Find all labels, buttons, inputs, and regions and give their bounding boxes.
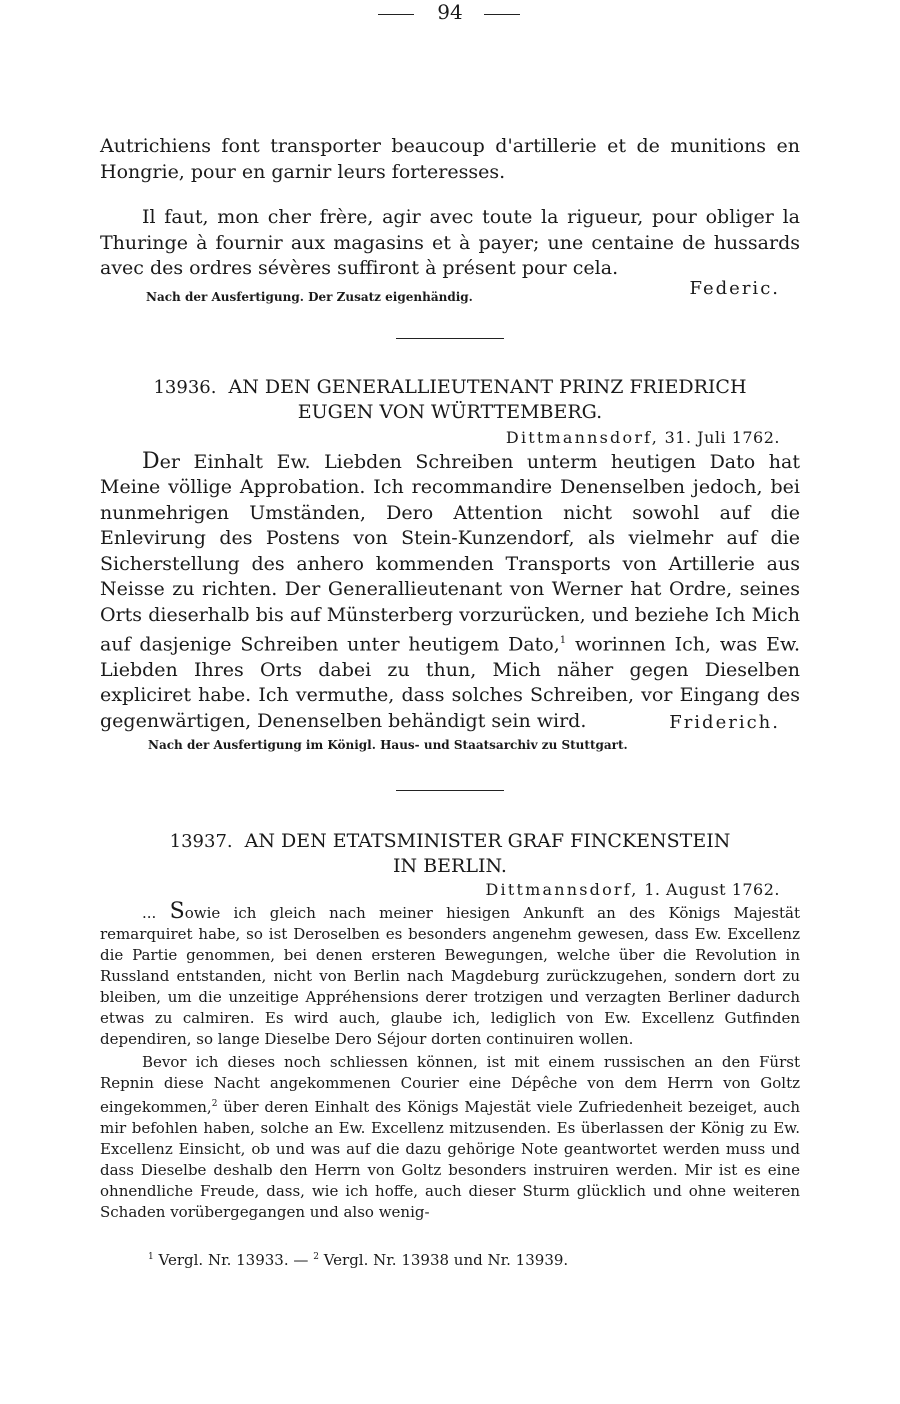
place: Dittmannsdorf,: [505, 427, 660, 447]
letter-title-cont: EUGEN VON WÜRTTEMBERG.: [297, 400, 603, 423]
letter-body: [100, 901, 800, 1050]
letter-number: 13937.: [169, 831, 233, 853]
letter-text: owie ich gleich nach meiner hiesigen Ankunft an des Königs Majestät remarquiret habe, so ist Deroselben es besonders angenehm gewesen, dass Ew. Excellenz die Partie genommen, bei denen ersteren Bewegungen, welche über die Revolution in Russland entstanden, nicht von Berlin nach Magdeburg zurückzugehen, sondern dort zu bleiben, um die unzeitige Appréhensions derer trotzigen und verzagten Berliner dadurch etwas zu calmiren. Es wird auch, glaube ich, lediglich von Ew. Excellenz Gutfinden dependiren, so lange Dieselbe Dero Séjour dorten continuiren wollen.: [100, 904, 800, 1049]
place: Dittmannsdorf,: [485, 880, 639, 900]
source-note: Nach der Ausfertigung im Königl. Haus- und Staatsarchiv zu Stuttgart.: [148, 738, 628, 753]
letter-title-cont: IN BERLIN.: [393, 855, 507, 878]
continuation-footer: [100, 277, 800, 312]
footnote-mark: 1: [148, 1252, 154, 1263]
dropcap: D: [142, 448, 160, 474]
letter-body-2: [100, 1052, 800, 1223]
page-header: [0, 0, 900, 30]
footnotes: [100, 1251, 800, 1269]
signature: Friderich.: [669, 712, 780, 734]
page-number: 94: [437, 0, 463, 24]
letter-title: AN DEN ETATSMINISTER GRAF FINCKENSTEIN: [244, 830, 731, 853]
footnote-mark: 2: [313, 1252, 319, 1263]
source-note: Nach der Ausfertigung. Der Zusatz eigenhändig.: [146, 289, 473, 304]
header-rule-right: [484, 14, 520, 15]
dateline: [100, 428, 800, 447]
page-content: [100, 134, 800, 1269]
letter-text-cont: über deren Einhalt des Königs Majestät viele Zufriedenheit bezeiget, auch mir befohlen haben, solche an Ew. Excellenz mitzusenden. Es überlassen der König zu Ew. Excellenz Einsicht, ob und was auf die dazu gehörige Note geantwortet werden muss und dass Dieselbe deshalb den Herrn von Goltz besonders instruiren werden. Mir ist es eine ohnendliche Freude, dass, wie ich hoffe, auch dieser Sturm glücklich und ohne weiteren Schaden vorübergegangen und also wenig-: [100, 1098, 800, 1222]
signature: Federic.: [689, 277, 780, 299]
letter-body: [100, 449, 800, 735]
letter-number: 13936.: [153, 376, 217, 398]
date: 31. Juli 1762.: [664, 427, 780, 447]
footnote-1: Vergl. Nr. 13933. —: [158, 1251, 309, 1270]
letter-title: AN DEN GENERALLIEUTENANT PRINZ FRIEDRICH: [228, 375, 747, 398]
letter-text: Bevor ich dieses noch schliessen können, ist mit einem russischen an den Fürst Repnin diese Nacht angekommenen Courier eine Dépêche von dem Herrn von Goltz eingekommen,: [100, 1053, 800, 1117]
continuation-paragraph-2: Il faut, mon cher frère, agir avec toute la rigueur, pour obliger la Thuringe à fournir aux magasins et à payer; une centaine de hussards avec des ordres sévères suffiront à présent pour cela.: [100, 206, 800, 279]
footnote-mark: 2: [211, 1099, 218, 1110]
letter-heading: [100, 375, 800, 424]
ellipsis: ...: [142, 904, 170, 923]
letter-text: er Einhalt Ew. Liebden Schreiben unterm heutigen Dato hat Meine völlige Approbation. Ich recommandire Denenselben jedoch, bei nunmehrigen Umständen, Dero Attention nicht sowohl auf die Enlevirung des Postens von Stein-Kunzendorf, als vielmehr auf die Sicherstellung des anhero kommenden Transports von Artillerie aus Neisse zu richten. Der Generallieutenant von Werner hat Ordre, seines Orts dieserhalb bis auf Münsterberg vorzurücken, und beziehe Ich Mich auf dasjenige Schreiben unter heutigem Dato,: [100, 450, 800, 656]
dateline: [100, 880, 800, 899]
letter-text-cont: worinnen Ich, was Ew. Liebden Ihres Orts dabei zu thun, Mich näher gegen Dieselben expliciret habe. Ich vermuthe, dass solches Schreiben, vor Eingang des gegenwärtigen, Denenselben behändigt sein wird.: [100, 633, 800, 732]
letter-heading: [100, 829, 800, 878]
footnote-mark: 1: [559, 635, 567, 646]
footnote-2: Vergl. Nr. 13938 und Nr. 13939.: [323, 1251, 569, 1270]
continuation-paragraph-1: Autrichiens font transporter beaucoup d'artillerie et de munitions en Hongrie, pour en garnir leurs forteresses.: [100, 135, 800, 183]
date: 1. August 1762.: [644, 880, 780, 900]
letter-footer: [100, 712, 800, 760]
dropcap: S: [169, 899, 185, 925]
